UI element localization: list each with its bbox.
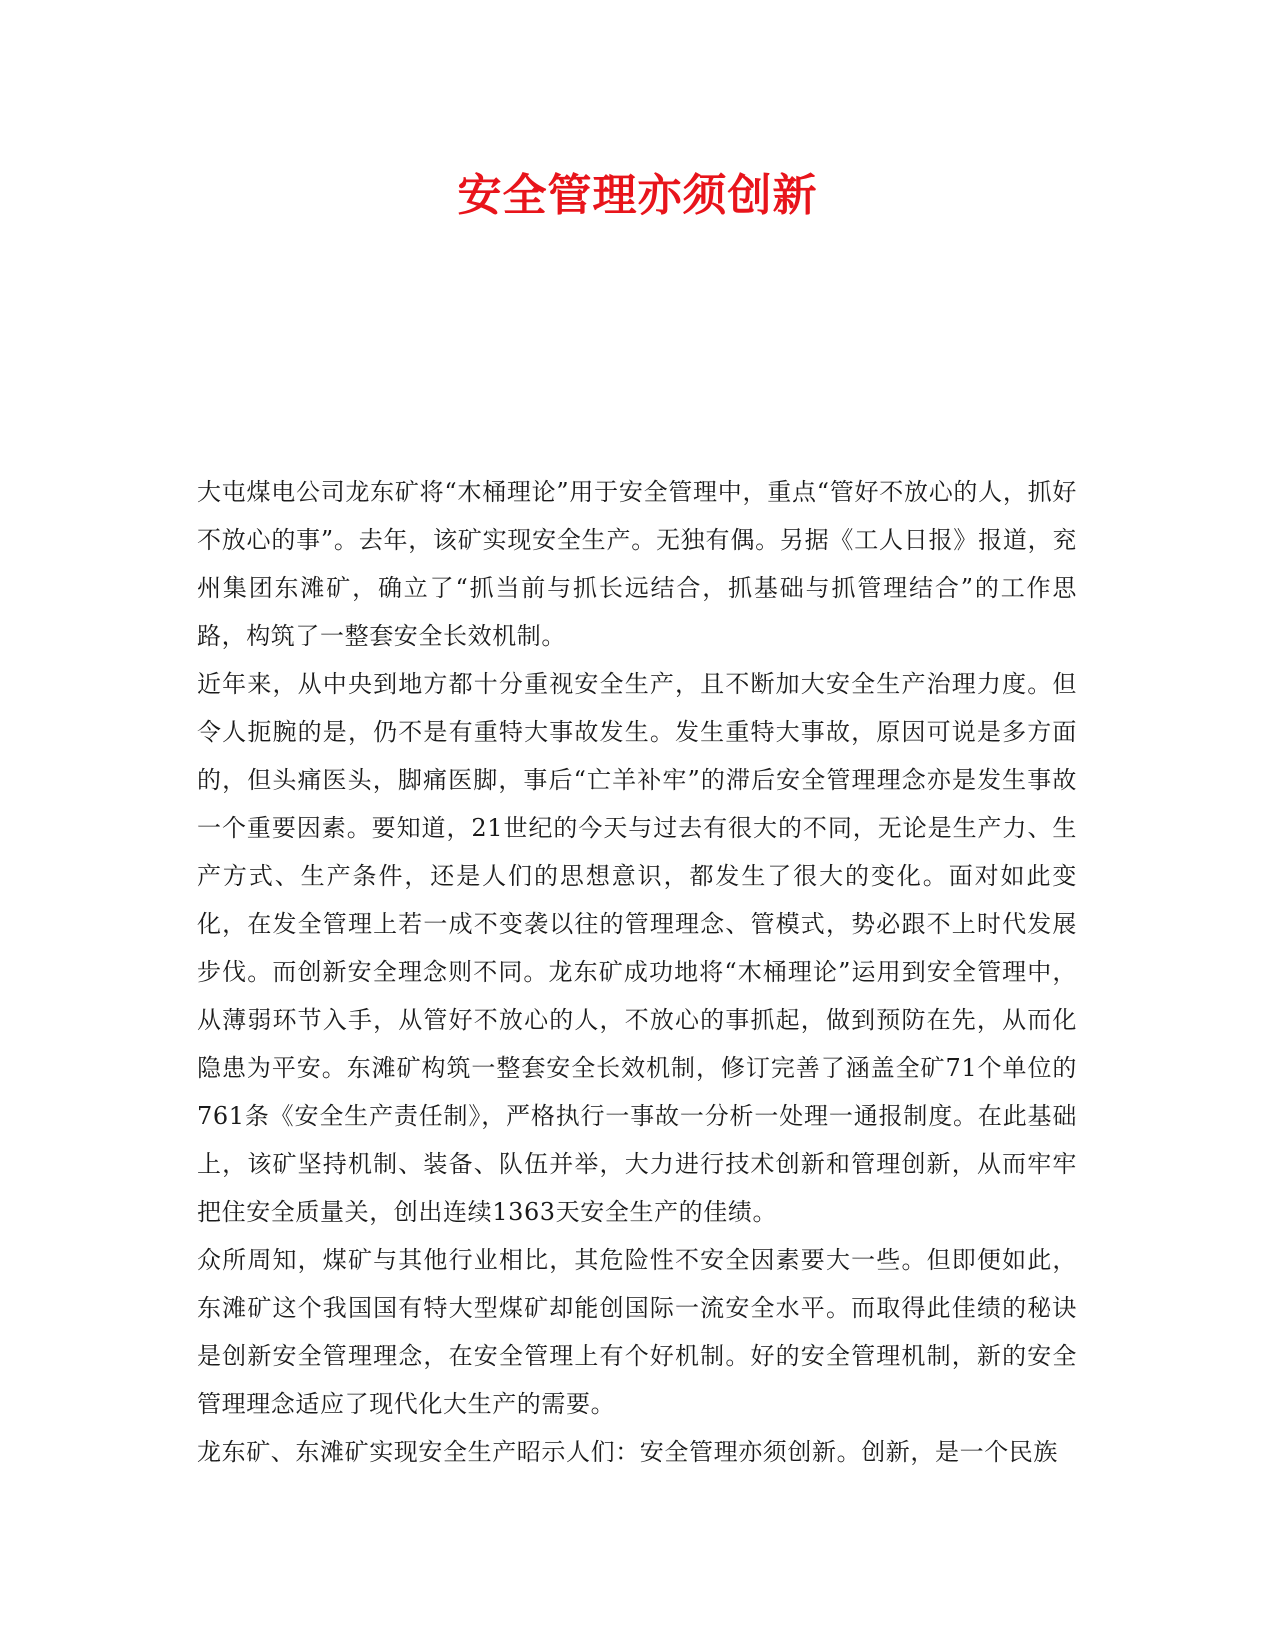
body-paragraph-2: 近年来，从中央到地方都十分重视安全生产，且不断加大安全生产治理力度。但令人扼腕的是，仍不是有重特大事故发生。发生重特大事故，原因可说是多方面的，但头痛医头，脚痛医脚，事后“亡羊补牢”的滞后安全管理理念亦是发生事故一个重要因素。要知道，21世纪的今天与过去有很大的不同，无论是生产力、生产方式、生产条件，还是人们的思想意识，都发生了很大的变化。面对如此变化，在发全管理上若一成不变袭以往的管理理念、管模式，势必跟不上时代发展步伐。而创新安全理念则不同。龙东矿成功地将“木桶理论”运用到安全管理中，从薄弱环节入手，从管好不放心的人，不放心的事抓起，做到预防在先，从而化隐患为平安。东滩矿构筑一整套安全长效机制，修订完善了涵盖全矿71个单位的761条《安全生产责任制》，严格执行一事故一分析一处理一通报制度。在此基础上，该矿坚持机制、装备、队伍并举，大力进行技术创新和管理创新，从而牢牢把住安全质量关，创出连续1363天安全生产的佳绩。 bbox=[197, 670, 1077, 1226]
body-paragraph-1: 大屯煤电公司龙东矿将“木桶理论”用于安全管理中，重点“管好不放心的人，抓好不放心的事”。去年，该矿实现安全生产。无独有偶。另据《工人日报》报道，兖州集团东滩矿，确立了“抓当前与抓长远结合，抓基础与抓管理结合”的工作思路，构筑了一整套安全长效机制。 bbox=[197, 478, 1077, 650]
document-body bbox=[197, 468, 1077, 1476]
body-paragraph-4: 龙东矿、东滩矿实现安全生产昭示人们：安全管理亦须创新。创新，是一个民族 bbox=[197, 1438, 1058, 1466]
document-title: 安全管理亦须创新 bbox=[457, 170, 818, 221]
body-paragraph-3: 众所周知，煤矿与其他行业相比，其危险性不安全因素要大一些。但即便如此，东滩矿这个我国国有特大型煤矿却能创国际一流安全水平。而取得此佳绩的秘诀是创新安全管理理念，在安全管理上有个好机制。好的安全管理机制，新的安全管理理念适应了现代化大生产的需要。 bbox=[197, 1246, 1077, 1418]
